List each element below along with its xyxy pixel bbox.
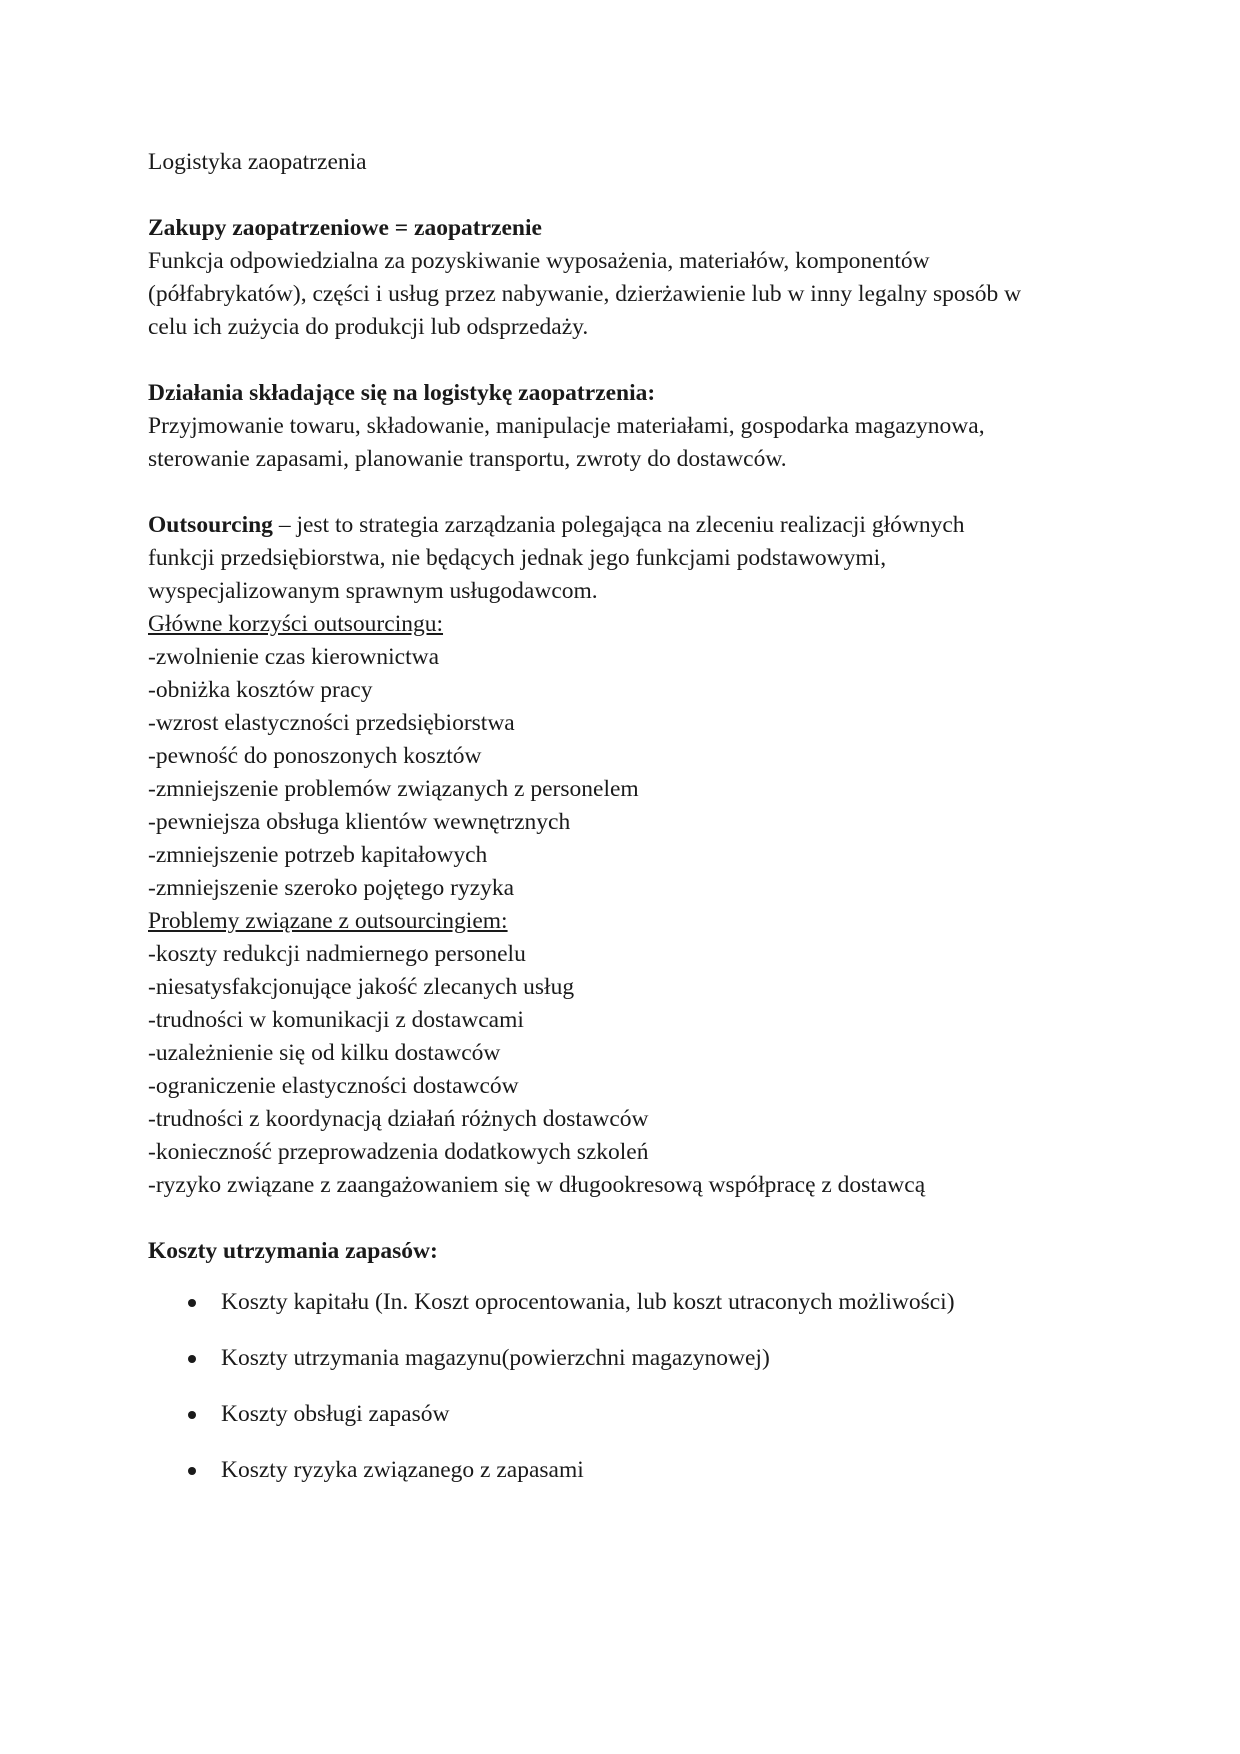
paragraph-line: Przyjmowanie towaru, składowanie, manipulacje materiałami, gospodarka magazynowa, [148,413,985,439]
list-item-text: Koszty kapitału (In. Koszt oprocentowania, lub koszt utraconych możliwości) [221,1289,955,1315]
section-heading-activities: Działania składające się na logistykę zaopatrzenia: [148,380,656,406]
section-heading-procurement: Zakupy zaopatrzeniowe = zaopatrzenie [148,215,542,241]
outsourcing-definition-line [148,509,1108,542]
document-title: Logistyka zaopatrzenia [148,149,367,175]
outsourcing-term: Outsourcing [148,512,273,538]
outsourcing-definition-text: – jest to strategia zarządzania polegająca na zleceniu realizacji głównych [272,512,965,538]
section-heading-inventory-costs: Koszty utrzymania zapasów: [148,1238,438,1264]
benefits-heading: Główne korzyści outsourcingu: [148,611,444,637]
paragraph-line: wyspecjalizowanym sprawnym usługodawcom. [148,578,598,604]
benefit-item: -pewniejsza obsługa klientów wewnętrznych [148,809,571,835]
benefit-item: -zmniejszenie szeroko pojętego ryzyka [148,875,515,901]
benefit-item: -zwolnienie czas kierownictwa [148,644,440,670]
document-page [148,146,1108,1510]
list-item [148,1342,1108,1398]
problem-item: -trudności w komunikacji z dostawcami [148,1007,524,1033]
inventory-costs-list [148,1286,1108,1510]
problem-item: -niesatysfakcjonujące jakość zlecanych usług [148,974,575,1000]
list-item [148,1286,1108,1342]
spacer [148,1268,1108,1286]
problem-item: -uzależnienie się od kilku dostawców [148,1040,501,1066]
benefit-item: -zmniejszenie problemów związanych z personelem [148,776,639,802]
spacer [148,344,1108,377]
list-item-text: Koszty utrzymania magazynu(powierzchni magazynowej) [221,1345,770,1371]
problem-item: -ograniczenie elastyczności dostawców [148,1073,519,1099]
benefit-item: -zmniejszenie potrzeb kapitałowych [148,842,488,868]
bullet-icon [188,1411,196,1419]
bullet-icon [188,1299,196,1307]
benefit-item: -wzrost elastyczności przedsiębiorstwa [148,710,515,736]
spacer [148,476,1108,509]
spacer [148,179,1108,212]
problem-item: -konieczność przeprowadzenia dodatkowych szkoleń [148,1139,649,1165]
spacer [148,1202,1108,1235]
problem-item: -koszty redukcji nadmiernego personelu [148,941,526,967]
problem-item: -trudności z koordynacją działań różnych dostawców [148,1106,649,1132]
problems-heading: Problemy związane z outsourcingiem: [148,908,508,934]
list-item [148,1454,1108,1510]
problem-item: -ryzyko związane z zaangażowaniem się w długookresową współpracę z dostawcą [148,1172,926,1198]
list-item [148,1398,1108,1454]
bullet-icon [188,1467,196,1475]
paragraph-line: sterowanie zapasami, planowanie transportu, zwroty do dostawców. [148,446,787,472]
paragraph-line: (półfabrykatów), części i usług przez nabywanie, dzierżawienie lub w inny legalny sposób w [148,281,1022,307]
paragraph-line: Funkcja odpowiedzialna za pozyskiwanie wyposażenia, materiałów, komponentów [148,248,930,274]
list-item-text: Koszty obsługi zapasów [221,1401,450,1427]
list-item-text: Koszty ryzyka związanego z zapasami [221,1457,584,1483]
bullet-icon [188,1355,196,1363]
paragraph-line: celu ich zużycia do produkcji lub odsprzedaży. [148,314,589,340]
benefit-item: -pewność do ponoszonych kosztów [148,743,482,769]
benefit-item: -obniżka kosztów pracy [148,677,373,703]
paragraph-line: funkcji przedsiębiorstwa, nie będących jednak jego funkcjami podstawowymi, [148,545,887,571]
